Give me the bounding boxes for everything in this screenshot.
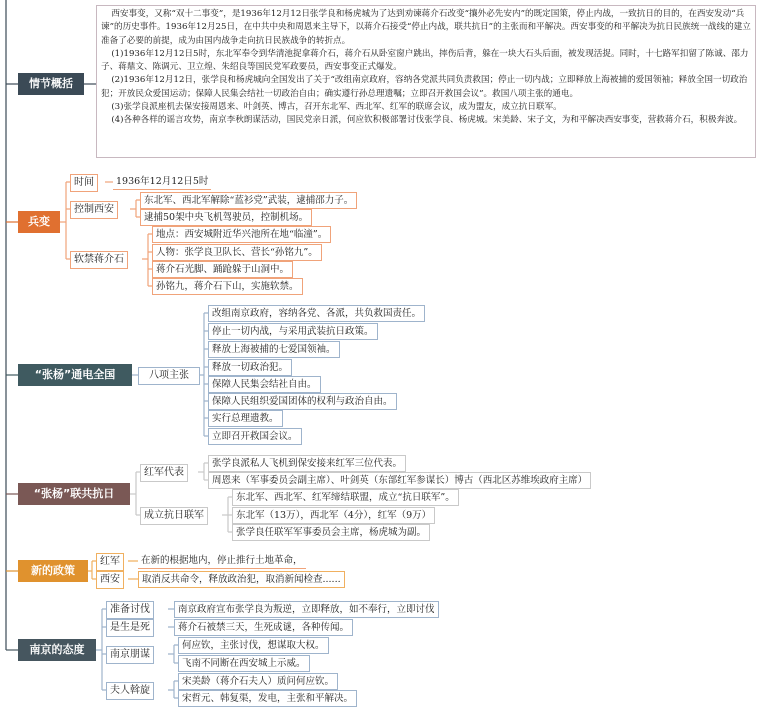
node-control-xian[interactable]: 控制西安 [70, 201, 118, 219]
leaf-detain: 地点：西安城附近华兴池所在地“临潼”。 [152, 226, 331, 243]
leaf-reps: 张学良派私人飞机到保安接来红军三位代表。 [208, 455, 406, 472]
leaf-madame: 宋哲元、韩复渠，发电，主张和平解决。 [178, 690, 357, 707]
leaf-point: 保障人民组织爱国团体的权利与政治自由。 [208, 393, 397, 410]
topic-nanjing[interactable]: 南京的态度 [18, 639, 96, 661]
node-joint-army[interactable]: 成立抗日联军 [140, 507, 208, 525]
leaf-detain: 人物：张学良卫队长、营长“孙铭九”。 [152, 244, 322, 261]
leaf-madame: 宋美龄（蒋介石夫人）质问何应钦。 [178, 673, 338, 690]
leaf-plot: 飞南不同断在西安城上示威。 [178, 655, 310, 672]
topic-alliance[interactable]: “张杨”联共抗日 [18, 483, 130, 505]
leaf-union: 张学良任联军军事委员会主席，杨虎城为副。 [232, 524, 430, 541]
summary-paragraph: (4)各种各样的谣言攻势，南京李秋朗谋活动，国民党亲日派，何应钦积极部署讨伐张学良、杨虎城。宋美龄、宋子文，为和平解决西安事变，营救蒋介石，积极奔波。 [111, 115, 743, 126]
leaf-plot: 何应钦，主张讨伐，想谋取大权。 [178, 637, 329, 654]
leaf-union: 东北军（13万），西北军（4分），红军（9万） [232, 507, 435, 524]
summary-paragraph: 西安事变，又称“双十二事变”，是1936年12月12日张学良和杨虎城为了达到劝谏蒋介石改变“攘外必先安内”的既定国策，停止内战，一致抗日的目的，在西安发动“兵谏”的历史事件。1936年12月25日，在中共中央和周恩来主导下，以蒋介石接受“停止内战，联共抗日”的主张而和平解决。西安事变的和平解决为抗日民族统一战线的建立准备了必要的前提，成为由国内战争走向抗日民族战争的转折点。 [101, 9, 751, 46]
leaf-union: 东北军、西北军、红军缔结联盟，成立“抗日联军”。 [232, 489, 459, 506]
leaf-time-value: 1936年12月12日5时 [113, 174, 211, 190]
leaf-point: 停止一切内战，与采用武装抗日政策。 [208, 323, 378, 340]
node-nanjing-plot[interactable]: 南京朋谋 [106, 646, 154, 664]
summary-note [96, 5, 756, 158]
topic-summary[interactable]: 情节概括 [18, 73, 84, 95]
leaf-life-death: 蒋介石被禁三天，生死成谜，各种传闻。 [174, 619, 353, 636]
leaf-point: 释放上海被捕的七爱国领袖。 [208, 341, 340, 358]
leaf-point: 实行总理遗教。 [208, 410, 283, 427]
leaf-xian-policy: 取消反共命令，释放政治犯，取消新闻检查...... [138, 571, 345, 588]
node-madame-mediation[interactable]: 夫人斡旋 [106, 682, 154, 700]
node-prepare-attack[interactable]: 准备讨伐 [106, 601, 154, 619]
node-red-army-reps[interactable]: 红军代表 [140, 464, 188, 482]
leaf-point: 改组南京政府，容纳各党、各派，共负救国责任。 [208, 305, 425, 322]
summary-paragraph: (3)张学良派座机去保安接周恩来、叶剑英、博古，召开东北军、西北军、红军的联席会议，成为盟友，成立抗日联军。 [111, 102, 562, 113]
leaf-detain: 蒋介石光脚、踊跄躲于山洞中。 [152, 261, 293, 278]
node-detain-chiang[interactable]: 软禁蒋介石 [70, 251, 128, 269]
summary-paragraph: (1)1936年12月12日5时，东北军奉令到华清池捉拿蒋介石，蒋介石从卧室窗户跳出，摔伤后背，躲在一块大石头后面，被发现活捉。同时，十七路军扣留了陈诚、邵力子、蒋鼎文、陈调元、卫立煌、朱绍良等国民党军政要员，西安事变正式爆发。 [101, 48, 749, 73]
node-red-army[interactable]: 红军 [96, 553, 124, 571]
topic-mutiny[interactable]: 兵变 [18, 211, 60, 233]
summary-paragraph: (2)1936年12月12日，张学良和杨虎城向全国发出了关于“改组南京政府，容纳各党派共同负责救国；停止一切内战；立即释放上海被捕的爱国领袖；释放全国一切政治犯；开放民众爱国运动；保障人民集会结社一切政治自由；确实遵行孙总理遗嘱；立即召开救国会议”。救国八项主张的通电。 [101, 75, 748, 99]
leaf-point: 释放一切政治犯。 [208, 359, 292, 376]
leaf-reps: 周恩来（军事委员会副主席）、叶剑英（东部红军参谋长）博古（西北区苏维埃政府主席） [208, 472, 591, 489]
leaf-point: 保障人民集会结社自由。 [208, 376, 321, 393]
leaf-control: 东北军、西北军解除“蓝衫党”武装，逮捕邵力子。 [140, 192, 357, 209]
leaf-detain: 孙铭九，蒋介石下山，实施软禁。 [152, 278, 303, 295]
topic-new-policy[interactable]: 新的政策 [18, 560, 88, 582]
node-eight-points[interactable]: 八项主张 [138, 367, 200, 385]
leaf-prepare: 南京政府宣布张学良为叛逆，立即释放，如不奉行，立即讨伐 [174, 601, 439, 618]
topic-telegram[interactable]: “张杨”通电全国 [18, 364, 132, 386]
leaf-red-army-policy: 在新的根据地内，停止推行土地革命， [138, 553, 306, 569]
node-life-or-death[interactable]: 是生是死 [106, 619, 154, 637]
node-time[interactable]: 时间 [70, 174, 98, 192]
leaf-control: 逮捕50架中央飞机驾驶员，控制机场。 [140, 209, 312, 226]
leaf-point: 立即召开救国会议。 [208, 428, 302, 445]
node-xian[interactable]: 西安 [96, 571, 124, 589]
